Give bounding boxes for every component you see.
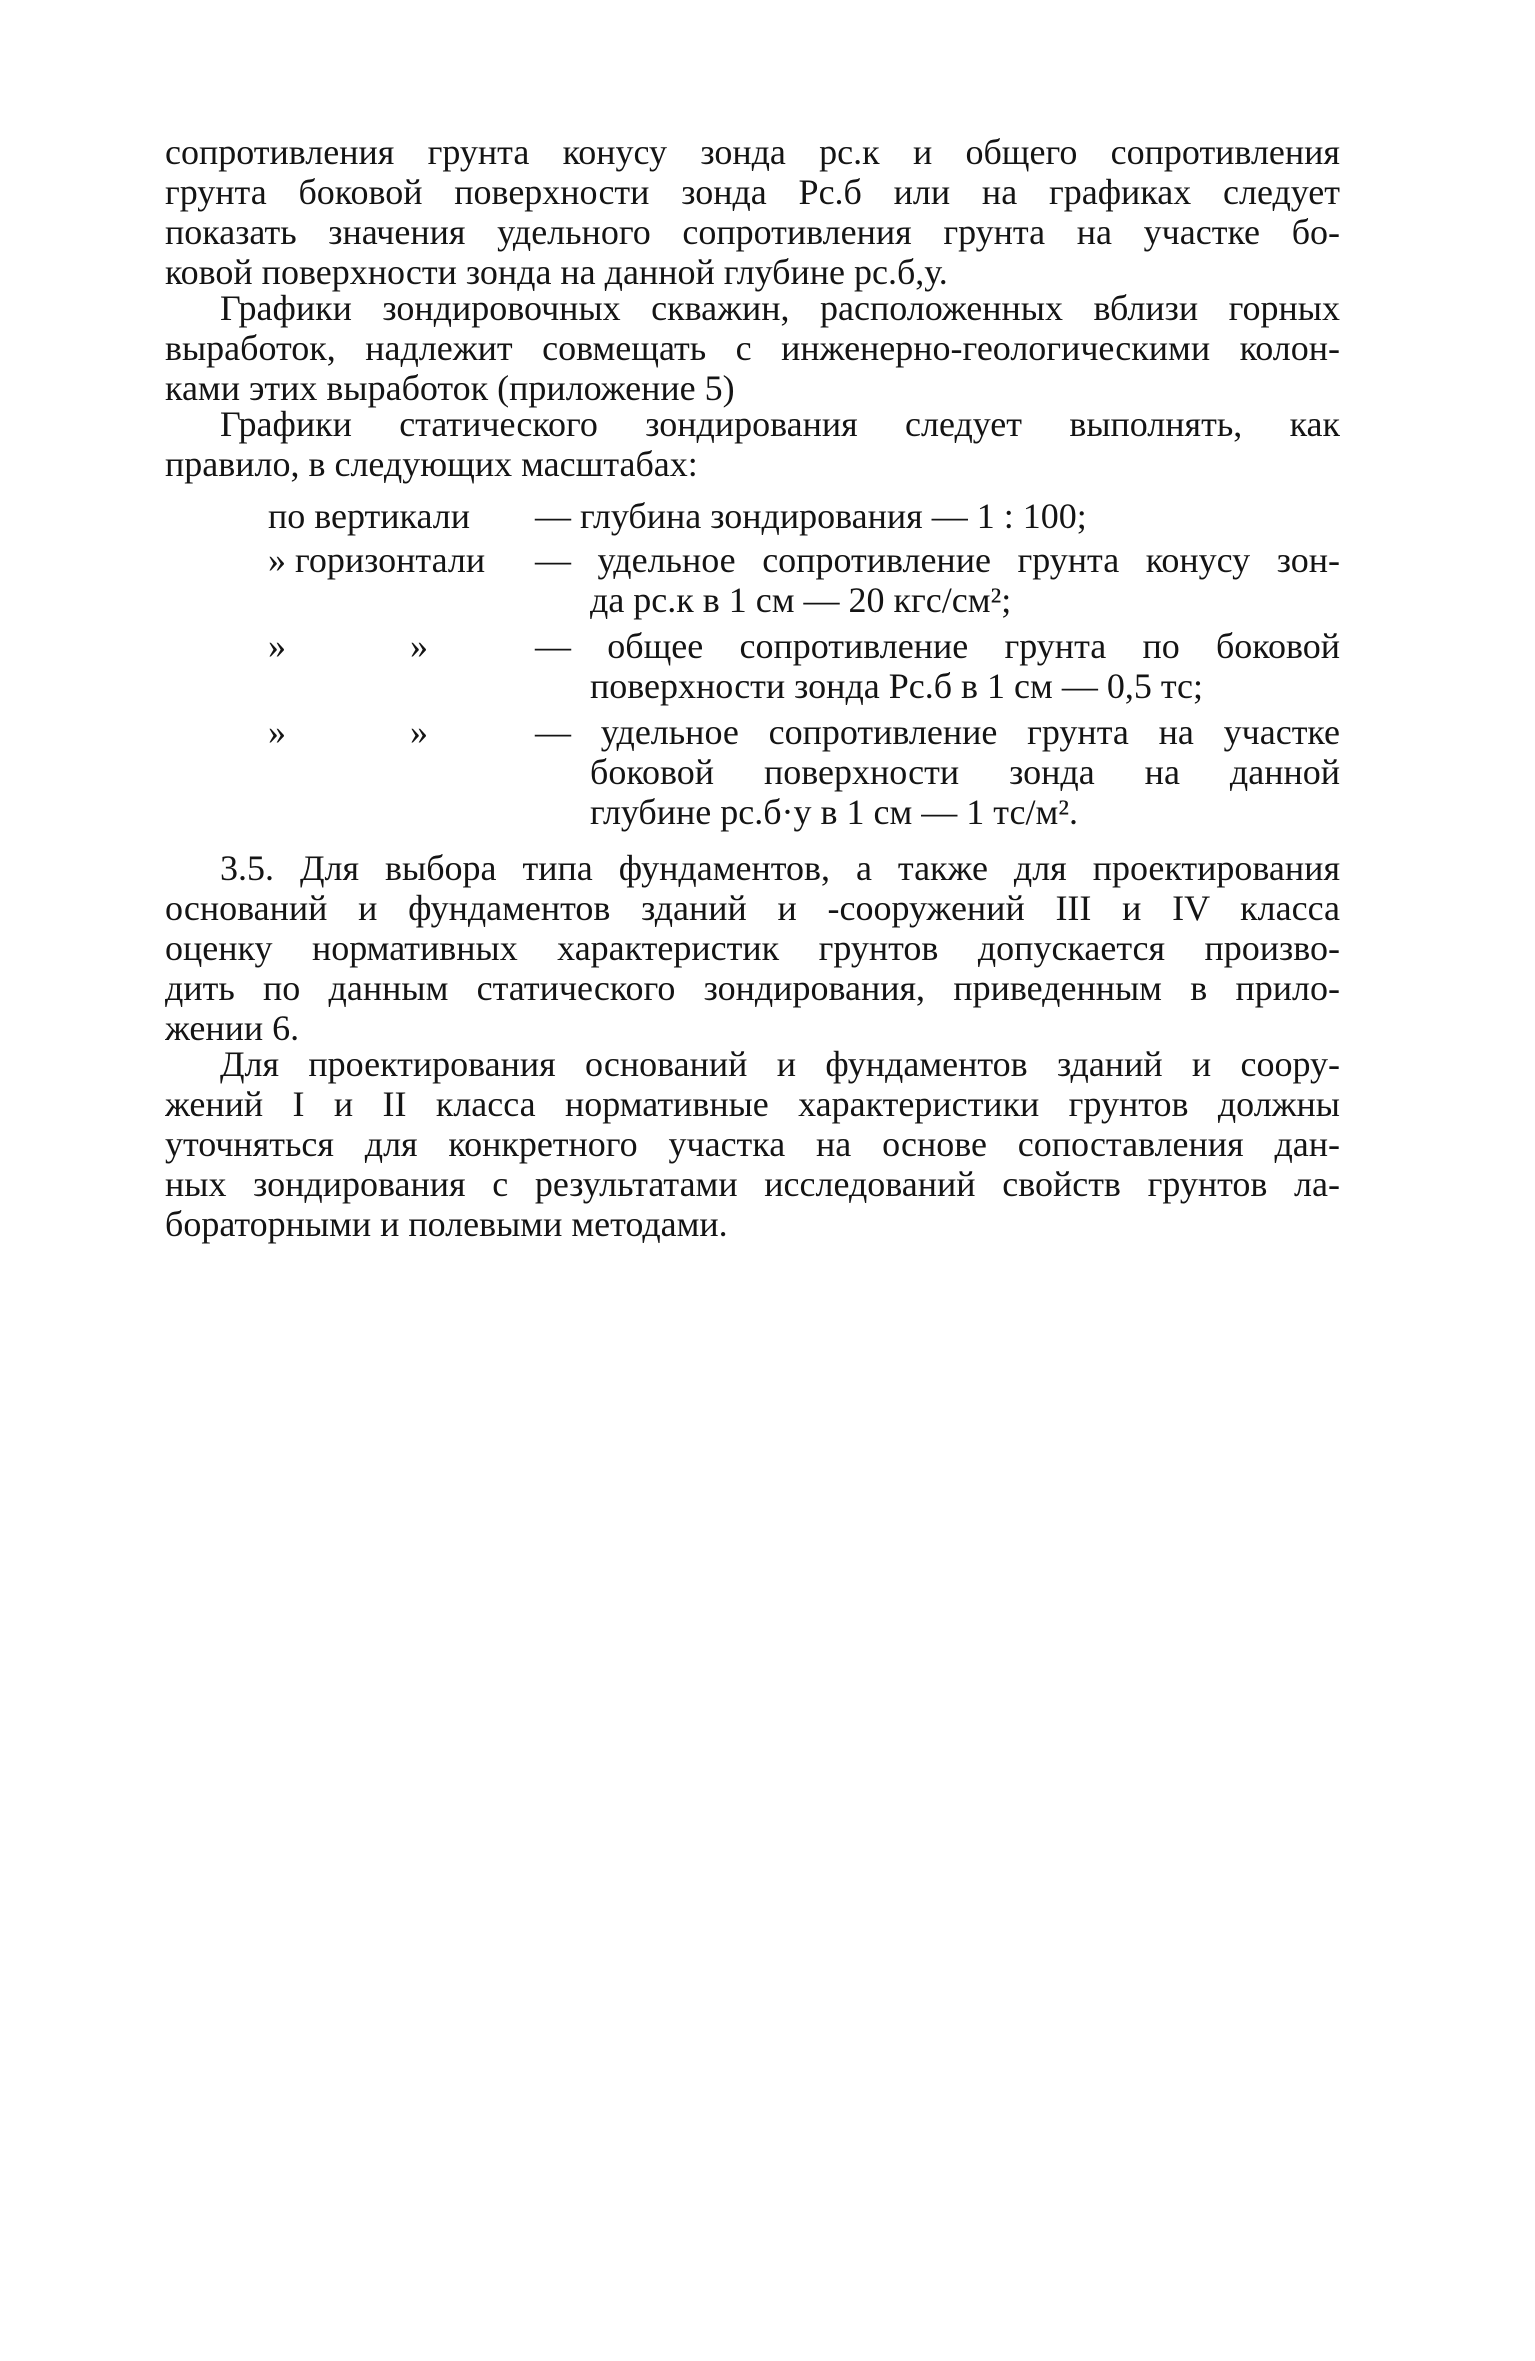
text-line: жений I и II класса нормативные характеристики грунтов должны (165, 1084, 1340, 1124)
scale-text: боковой поверхности зонда на данной (590, 752, 1340, 792)
text-line: бораторными и полевыми методами. (165, 1204, 728, 1244)
text-line: Для проектирования оснований и фундаментов зданий и соору- (220, 1044, 1340, 1084)
text-line: грунта боковой поверхности зонда Pс.б или на графиках следует (165, 172, 1340, 212)
ditto-mark: » (268, 626, 286, 666)
scale-text: — общее сопротивление грунта по боковой (535, 626, 1340, 666)
scale-text: — удельное сопротивление грунта на участке (535, 712, 1340, 752)
text-line: Графики статического зондирования следует выполнять, как (220, 404, 1340, 444)
text-line: ками этих выработок (приложение 5) (165, 368, 735, 408)
scale-text: да pс.к в 1 см — 20 кгс/см²; (590, 580, 1012, 620)
text-line: Графики зондировочных скважин, расположенных вблизи горных (220, 288, 1340, 328)
text-line: дить по данным статического зондирования, приведенным в прило- (165, 968, 1340, 1008)
text-line: ных зондирования с результатами исследований свойств грунтов ла- (165, 1164, 1340, 1204)
text-line: оценку нормативных характеристик грунтов допускается произво- (165, 928, 1340, 968)
text-line: правило, в следующих масштабах: (165, 444, 698, 484)
scale-text: — глубина зондирования — 1 : 100; (535, 496, 1087, 536)
text-line: сопротивления грунта конусу зонда pс.к и общего сопротивления (165, 132, 1340, 172)
text-line: ковой поверхности зонда на данной глубине pс.б,у. (165, 252, 948, 292)
ditto-mark: » (268, 712, 286, 752)
ditto-mark: » (410, 626, 428, 666)
scale-text: — удельное сопротивление грунта конусу зон- (535, 540, 1340, 580)
scale-text: поверхности зонда Pс.б в 1 см — 0,5 тс; (590, 666, 1203, 706)
scale-axis: по вертикали (268, 496, 471, 536)
text-line: жении 6. (165, 1008, 300, 1048)
ditto-mark: » (410, 712, 428, 752)
text-line: выработок, надлежит совмещать с инженерно-геологическими колон- (165, 328, 1340, 368)
text-line: 3.5. Для выбора типа фундаментов, а также для проектирования (220, 848, 1340, 888)
scale-axis: » горизонтали (268, 540, 486, 580)
scale-text: глубине pс.б·у в 1 см — 1 тс/м². (590, 792, 1079, 832)
text-line: показать значения удельного сопротивления грунта на участке бо- (165, 212, 1340, 252)
text-line: уточняться для конкретного участка на основе сопоставления дан- (165, 1124, 1340, 1164)
text-line: оснований и фундаментов зданий и -сооружений III и IV класса (165, 888, 1340, 928)
